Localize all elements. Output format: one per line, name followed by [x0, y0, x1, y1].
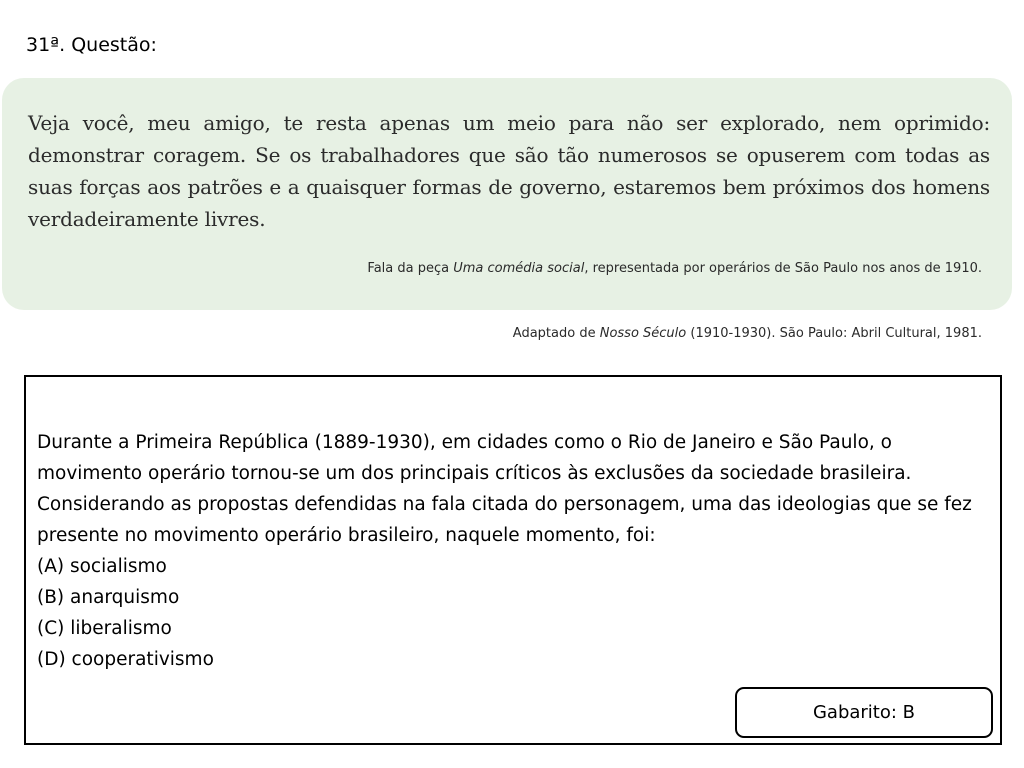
option-c: (C) liberalismo	[37, 618, 172, 639]
question-body	[37, 427, 992, 675]
adapted-suffix: (1910-1930). São Paulo: Abril Cultural, 1981.	[686, 326, 982, 341]
quote-text: Veja você, meu amigo, te resta apenas um meio para não ser explorado, nem oprimido: demonstrar coragem. Se os trabalhadores que são tão numerosos se opuserem com todas as suas forças aos patrões e a quaisquer formas de governo, estaremos bem próximos dos homens verdadeiramente livres.	[28, 111, 990, 231]
option-d: (D) cooperativismo	[37, 649, 214, 670]
adapted-source-citation	[513, 326, 982, 341]
quote-source	[367, 261, 982, 276]
question-number-title: 31ª. Questão:	[26, 34, 157, 56]
adapted-prefix: Adaptado de	[512, 326, 600, 341]
answer-options	[37, 551, 992, 675]
adapted-book-title: Nosso Século	[599, 326, 687, 341]
question-paragraph-context: Durante a Primeira República (1889-1930), em cidades como o Rio de Janeiro e São Paulo, o movimento operário tornou-se um dos principais críticos às exclusões da sociedade brasileira.	[37, 432, 912, 484]
option-a: (A) socialismo	[37, 556, 167, 577]
quote-source-play-title: Uma comédia social	[453, 261, 585, 276]
quote-source-suffix: , representada por operários de São Paulo nos anos de 1910.	[584, 261, 982, 276]
quote-box	[2, 78, 1012, 310]
quote-source-prefix: Fala da peça	[367, 261, 454, 276]
option-b: (B) anarquismo	[37, 587, 180, 608]
question-paragraph-prompt: Considerando as propostas defendidas na fala citada do personagem, uma das ideologias que se fez presente no movimento operário brasileiro, naquele momento, foi:	[37, 494, 972, 546]
answer-key-box: Gabarito: B	[735, 687, 993, 738]
